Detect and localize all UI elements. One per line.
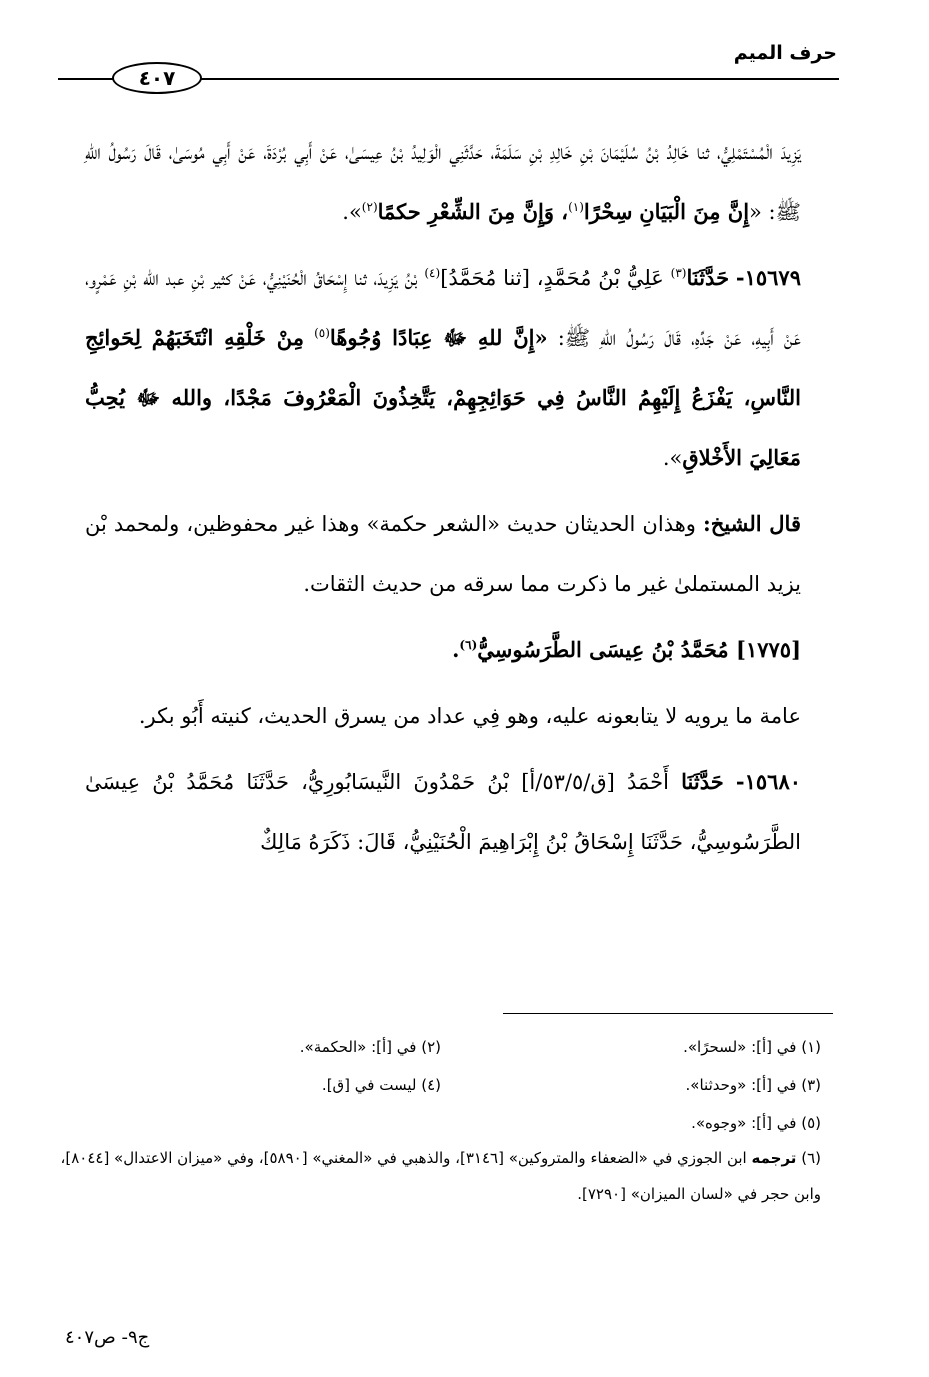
footnote-2: (٢) في [أ]: «الحكمة». [299, 1038, 441, 1056]
footnote-ref-4[interactable]: (٤) [424, 266, 441, 280]
p2-chain-a: عَلِيُّ بْنُ مُحَمَّدٍ، [ثنا مُحَمَّدُ] [440, 266, 664, 290]
paragraph-15680 [85, 752, 801, 872]
hadith-number-15679: ١٥٦٧٩- [735, 265, 801, 290]
footnote-ref-6[interactable]: (٦) [459, 638, 478, 652]
p1-hadith-a: إِنَّ مِنَ الْبَيَانِ [639, 199, 750, 224]
volume-page-reference: ج٩- ص٤٠٧ [65, 1327, 150, 1348]
footnote-row [55, 1066, 821, 1104]
footnote-4: (٤) ليست في [ق]. [321, 1076, 441, 1094]
entry-heading-text: [١٧٧٥] مُحَمَّدُ بْنُ عِيسَى الطَّرَسُوسِيُّ [477, 637, 801, 662]
p1-line1: يَزِيدَ الْمُسْتَمْلِيُّ، ثنا خَالِدُ بْنُ سُلَيْمَانَ بْنِ خَالِدِ بْنِ سَلَمَةَ، حَدَّثَنِي الْوَلِيدُ بْنُ [390, 140, 801, 164]
p4-haddathana: حَدَّثَنَا [681, 769, 724, 794]
footnote-ref-2[interactable]: (٢) [361, 200, 378, 214]
entry-description: عامة ما يرويه لا يتابعونه عليه، وهو فِي عداد من يسرق الحديث، كنيته أَبُو بكر. [138, 704, 801, 728]
p1-hadith-b: سِحْرًا [583, 199, 633, 224]
paragraph-sheikh-comment [85, 494, 801, 614]
p1-hadith-c: ، وَإِنَّ مِنَ الشِّعْرِ حكمًا [377, 199, 569, 224]
footnote-separator [503, 1013, 833, 1014]
footnote-ref-1[interactable]: (١) [568, 200, 584, 214]
footnote-6-number: (٦) [801, 1149, 821, 1167]
sheikh-label: قال الشيخ: [703, 511, 801, 536]
entry-heading-end: . [452, 637, 460, 662]
p2-end: ». [662, 446, 683, 470]
footnote-ref-5[interactable]: (٥) [314, 326, 330, 340]
footnote-3: (٣) في [أ]: «وحدثنا». [685, 1076, 821, 1094]
entry-text [85, 686, 801, 746]
footnote-6-text: ابن الجوزي في «الضعفاء والمتروكين» [٣١٤٦]، والذهبي في «المغني» [٥٨٩٠]، وفي «ميزان الاعتدال» [٨٠٤٤]، وابن حجر في «لسان الميزان» [٧٢٩٠]. [60, 1149, 821, 1203]
hadith-number-15680: ١٥٦٨٠- [735, 769, 802, 794]
p1-line2a: عِيسَىٰ، عَنْ أَبِي بُرْدَةَ، عَنْ أَبِي مُوسَىٰ، قَالَ رَسُولُ اللهِ ﷺ: « [85, 140, 801, 224]
footnote-row [55, 1104, 821, 1142]
p1-end: ». [342, 200, 362, 224]
p2-chain-b: بْنُ يَزِيدَ، ثنا إِسْحَاقُ الْحُنَيْنِيُّ، عَنْ كثير بْنِ عبد الله بْنِ عَمْرٍو، عَنْ أَبِيهِ، عَنْ جَدِّهِ، قَالَ رَسُولُ اللهِ ﷺ: [85, 266, 801, 350]
main-text [85, 122, 801, 878]
footnote-1: (١) في [أ]: «لسحرًا». [683, 1038, 821, 1056]
p2-hadith-b: مِنْ خَلْقِهِ انْتَخَبَهُمْ لِحَوائِجِ النَّاسِ، يَفْزَعُ إِلَيْهِمُ النَّاسُ فِي حَوَائِجِهِمْ، يَتَّخِذُونَ الْمَعْرُوفَ مَجْدًا، والله ﷻ يُحِبُّ مَعَالِيَ الأَخْلاقِ [85, 325, 801, 470]
footnote-row [55, 1028, 821, 1066]
paragraph-15679 [85, 248, 801, 488]
running-header-title: حرف الميم [733, 42, 837, 64]
footnote-ref-3[interactable]: (٣) [670, 266, 687, 280]
p2-haddathana: حَدَّثَنَا [686, 265, 730, 290]
paragraph-1 [85, 122, 801, 242]
sheikh-text: وهذان الحديثان حديث «الشعر حكمة» وهذا غير محفوظين، ولمحمد بْن يزيد المستملىٰ غير ما ذكرت مما سرقه من حديث الثقات. [85, 512, 801, 596]
footnote-6-label: ترجمه [751, 1149, 797, 1167]
entry-heading-1775 [85, 620, 801, 680]
p4-chain: أَحْمَدُ [ق/٥٣/٥/أ] بْنُ حَمْدُونَ النَّيسَابُورِيُّ، حَدَّثَنَا مُحَمَّدُ بْنُ عِيسَىٰ الطَّرَسُوسِيُّ، حَدَّثَنَا إِسْحَاقُ بْنُ إِبْرَاهِيمَ الْحُنَيْنِيُّ، قَالَ: ذَكَرَهُ مَالِكٌ [85, 770, 801, 854]
footnote-6 [55, 1140, 821, 1212]
p2-hadith-a: «إِنَّ للهِ ﷻ عِبَادًا وُجُوهًا [329, 325, 548, 350]
page-number: ٤٠٧ [112, 62, 202, 94]
footnotes [55, 1028, 821, 1212]
footnote-5: (٥) في [أ]: «وجوه». [691, 1114, 821, 1132]
